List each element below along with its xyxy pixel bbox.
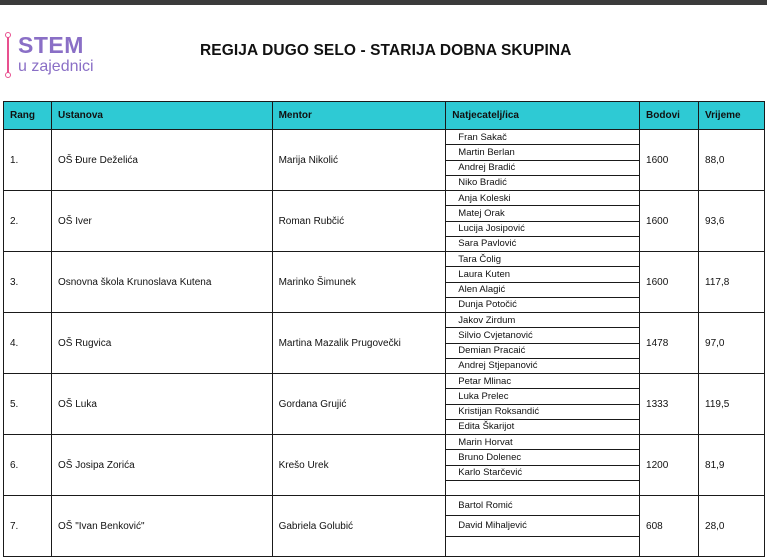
competitor-list bbox=[446, 496, 639, 556]
cell-mentor: Krešo Urek bbox=[272, 435, 446, 496]
table-row bbox=[4, 374, 765, 435]
cell-vrijeme: 28,0 bbox=[699, 496, 765, 557]
table-row bbox=[4, 496, 765, 557]
cell-vrijeme: 88,0 bbox=[699, 130, 765, 191]
competitor-list bbox=[446, 435, 639, 495]
header-ustanova: Ustanova bbox=[51, 102, 272, 130]
competitor-name: Matej Orak bbox=[446, 206, 639, 221]
competitor-list bbox=[446, 252, 639, 312]
cell-bodovi: 1600 bbox=[640, 252, 699, 313]
cell-bodovi: 1600 bbox=[640, 130, 699, 191]
competitor-name bbox=[446, 537, 639, 556]
competitor-name: Tara Čolig bbox=[446, 252, 639, 267]
results-table bbox=[3, 101, 765, 557]
competitor-name: Demian Pracaić bbox=[446, 344, 639, 359]
cell-rang: 5. bbox=[4, 374, 52, 435]
cell-ustanova: OŠ Luka bbox=[51, 374, 272, 435]
cell-mentor: Roman Rubčić bbox=[272, 191, 446, 252]
competitor-name: Niko Bradić bbox=[458, 177, 507, 189]
cell-natjecatelji bbox=[446, 313, 640, 374]
competitor-name: Alen Alagić bbox=[446, 283, 639, 298]
competitor-name: Martin Berlan bbox=[446, 145, 639, 160]
logo-accent-bar bbox=[7, 34, 9, 76]
table-row bbox=[4, 130, 765, 191]
competitor-name: Petar Mlinac bbox=[446, 374, 639, 389]
header-natjecatelji: Natjecatelj/ica bbox=[446, 102, 640, 130]
competitor-name: Laura Kuten bbox=[446, 267, 639, 282]
cell-mentor: Martina Mazalik Prugovečki bbox=[272, 313, 446, 374]
cell-vrijeme: 117,8 bbox=[699, 252, 765, 313]
logo-dot-bottom bbox=[5, 72, 11, 78]
table-row bbox=[4, 191, 765, 252]
cell-vrijeme: 97,0 bbox=[699, 313, 765, 374]
competitor-name: Jakov Zirdum bbox=[446, 313, 639, 328]
cell-mentor: Gordana Grujić bbox=[272, 374, 446, 435]
competitor-name: Andrej Stjepanović bbox=[458, 360, 538, 372]
cell-mentor: Gabriela Golubić bbox=[272, 496, 446, 557]
cell-rang: 6. bbox=[4, 435, 52, 496]
cell-vrijeme: 81,9 bbox=[699, 435, 765, 496]
competitor-name: Anja Koleski bbox=[446, 191, 639, 206]
stem-logo bbox=[6, 32, 106, 80]
cell-natjecatelji bbox=[446, 130, 640, 191]
competitor-name: Kristijan Roksandić bbox=[446, 405, 639, 420]
competitor-name: Dunja Potočić bbox=[458, 299, 517, 311]
cell-ustanova: OŠ "Ivan Benković" bbox=[51, 496, 272, 557]
competitor-list bbox=[446, 313, 639, 373]
cell-mentor: Marija Nikolić bbox=[272, 130, 446, 191]
competitor-name: Silvio Cvjetanović bbox=[446, 328, 639, 343]
cell-ustanova: OŠ Iver bbox=[51, 191, 272, 252]
table-row bbox=[4, 252, 765, 313]
competitor-list bbox=[446, 130, 639, 190]
cell-vrijeme: 119,5 bbox=[699, 374, 765, 435]
cell-bodovi: 1478 bbox=[640, 313, 699, 374]
competitor-name: Fran Sakač bbox=[446, 130, 639, 145]
cell-ustanova: OŠ Josipa Zorića bbox=[51, 435, 272, 496]
cell-bodovi: 1600 bbox=[640, 191, 699, 252]
competitor-name bbox=[446, 481, 639, 495]
top-bar bbox=[0, 0, 767, 5]
logo-dot-top bbox=[5, 32, 11, 38]
cell-ustanova: OŠ Rugvica bbox=[51, 313, 272, 374]
cell-bodovi: 1333 bbox=[640, 374, 699, 435]
header-vrijeme: Vrijeme bbox=[699, 102, 765, 130]
competitor-list bbox=[446, 191, 639, 251]
competitor-name: Edita Škarijot bbox=[458, 421, 515, 433]
cell-mentor: Marinko Šimunek bbox=[272, 252, 446, 313]
table-row bbox=[4, 435, 765, 496]
table-row bbox=[4, 313, 765, 374]
competitor-list bbox=[446, 374, 639, 434]
competitor-name: David Mihaljević bbox=[446, 516, 639, 536]
cell-natjecatelji bbox=[446, 374, 640, 435]
cell-ustanova: OŠ Đure Deželića bbox=[51, 130, 272, 191]
page-title: REGIJA DUGO SELO - STARIJA DOBNA SKUPINA bbox=[200, 42, 572, 59]
cell-natjecatelji bbox=[446, 252, 640, 313]
table-header-row bbox=[4, 102, 765, 130]
cell-rang: 1. bbox=[4, 130, 52, 191]
cell-rang: 4. bbox=[4, 313, 52, 374]
competitor-name: Karlo Starčević bbox=[446, 466, 639, 481]
cell-bodovi: 1200 bbox=[640, 435, 699, 496]
cell-rang: 7. bbox=[4, 496, 52, 557]
cell-bodovi: 608 bbox=[640, 496, 699, 557]
cell-rang: 3. bbox=[4, 252, 52, 313]
cell-vrijeme: 93,6 bbox=[699, 191, 765, 252]
cell-natjecatelji bbox=[446, 191, 640, 252]
header-bodovi: Bodovi bbox=[640, 102, 699, 130]
header-rang: Rang bbox=[4, 102, 52, 130]
header-mentor: Mentor bbox=[272, 102, 446, 130]
cell-natjecatelji bbox=[446, 496, 640, 557]
competitor-name: Luka Prelec bbox=[446, 389, 639, 404]
competitor-name: Lucija Josipović bbox=[446, 222, 639, 237]
cell-rang: 2. bbox=[4, 191, 52, 252]
logo-text-stem: STEM bbox=[18, 32, 84, 58]
competitor-name: Sara Pavlović bbox=[458, 238, 517, 250]
competitor-name: Bruno Dolenec bbox=[446, 450, 639, 465]
competitor-name: Marin Horvat bbox=[446, 435, 639, 450]
cell-natjecatelji bbox=[446, 435, 640, 496]
competitor-name: Bartol Romić bbox=[446, 496, 639, 516]
logo-text-sub: u zajednici bbox=[18, 58, 94, 75]
cell-ustanova: Osnovna škola Krunoslava Kutena bbox=[51, 252, 272, 313]
competitor-name: Andrej Bradić bbox=[446, 161, 639, 176]
